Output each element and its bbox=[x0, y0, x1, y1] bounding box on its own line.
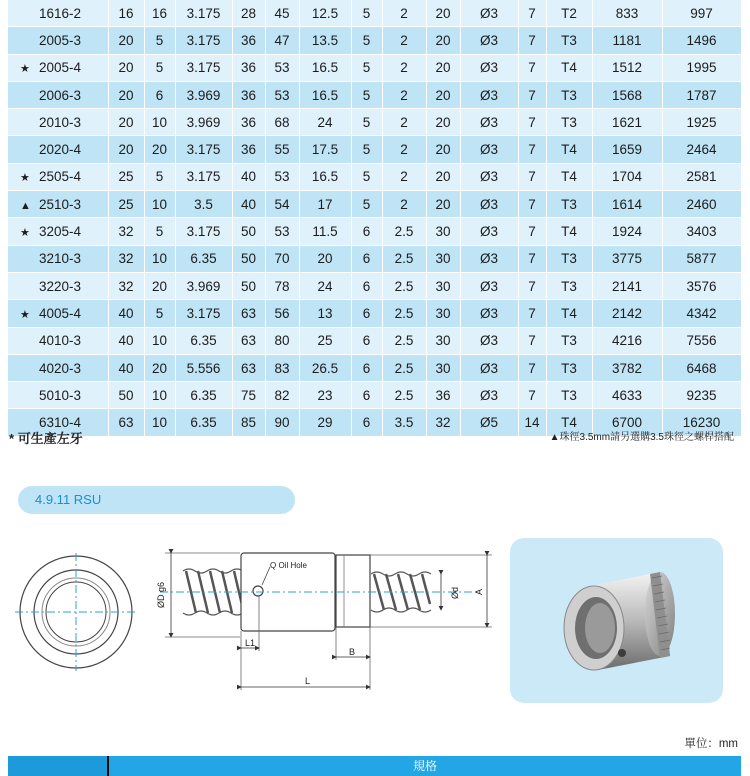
table-cell: 45 bbox=[265, 0, 299, 27]
row-mark: ▲ bbox=[20, 199, 31, 212]
table-cell: 5 bbox=[351, 136, 382, 163]
table-cell: 36 bbox=[232, 54, 265, 81]
table-cell: 36 bbox=[426, 382, 460, 409]
d-label: Ød bbox=[450, 586, 460, 600]
table-cell: Ø3 bbox=[460, 136, 518, 163]
table-cell: 6700 bbox=[592, 409, 662, 436]
model-cell bbox=[8, 382, 108, 409]
table-cell: 5 bbox=[351, 191, 382, 218]
table-cell: 3.175 bbox=[175, 163, 232, 190]
model-number: 2505-4 bbox=[39, 169, 82, 185]
table-cell: 6468 bbox=[662, 354, 741, 381]
table-cell: 3.175 bbox=[175, 0, 232, 27]
model-cell bbox=[8, 136, 108, 163]
table-cell: 16.5 bbox=[299, 163, 351, 190]
model-cell bbox=[8, 81, 108, 108]
table-cell: 6 bbox=[351, 354, 382, 381]
table-cell: 2142 bbox=[592, 300, 662, 327]
triangle-icon: ▲ bbox=[549, 432, 560, 443]
model-number: 3220-3 bbox=[39, 278, 82, 294]
table-cell: 25 bbox=[299, 327, 351, 354]
model-number: 2010-3 bbox=[39, 114, 82, 130]
section-title: 4.9.11 RSU bbox=[18, 486, 295, 514]
table-cell: 7 bbox=[518, 191, 546, 218]
table-cell: 10 bbox=[144, 191, 175, 218]
table-cell: 4633 bbox=[592, 382, 662, 409]
table-cell: 3576 bbox=[662, 272, 741, 299]
side-view bbox=[156, 553, 492, 690]
table-cell: 32 bbox=[108, 272, 144, 299]
table-cell: 1659 bbox=[592, 136, 662, 163]
model-number: 5010-3 bbox=[39, 387, 82, 403]
table-cell: 6.35 bbox=[175, 327, 232, 354]
table-cell: 54 bbox=[265, 191, 299, 218]
footnote-star: * bbox=[9, 431, 15, 446]
table-cell: 3403 bbox=[662, 218, 741, 245]
table-cell: T2 bbox=[546, 0, 592, 27]
table-cell: Ø3 bbox=[460, 27, 518, 54]
footnote-left-hand-thread bbox=[9, 428, 83, 447]
table-cell: 7 bbox=[518, 136, 546, 163]
table-cell: Ø3 bbox=[460, 54, 518, 81]
table-cell: 29 bbox=[299, 409, 351, 436]
table-cell: 2 bbox=[382, 0, 426, 27]
table-cell: 28 bbox=[232, 0, 265, 27]
table-cell: 25 bbox=[108, 191, 144, 218]
table-cell: 30 bbox=[426, 354, 460, 381]
table-cell: Ø3 bbox=[460, 245, 518, 272]
table-cell: 2464 bbox=[662, 136, 741, 163]
table-cell: T4 bbox=[546, 163, 592, 190]
table-cell: 55 bbox=[265, 136, 299, 163]
model-number: 2020-4 bbox=[39, 142, 82, 158]
table-cell: 63 bbox=[232, 300, 265, 327]
model-number: 3205-4 bbox=[39, 224, 82, 240]
table-cell: 7 bbox=[518, 54, 546, 81]
table-cell: 30 bbox=[426, 245, 460, 272]
table-cell: 5 bbox=[144, 27, 175, 54]
table-cell: 7 bbox=[518, 163, 546, 190]
row-mark: ★ bbox=[20, 308, 30, 321]
table-cell: T3 bbox=[546, 109, 592, 136]
table-row bbox=[8, 272, 741, 299]
header-left-cell bbox=[8, 756, 109, 776]
table-cell: 32 bbox=[108, 245, 144, 272]
table-cell: 9235 bbox=[662, 382, 741, 409]
table-row bbox=[8, 27, 741, 54]
table-cell: 2.5 bbox=[382, 354, 426, 381]
table-cell: 1787 bbox=[662, 81, 741, 108]
footnote-ball-diameter bbox=[550, 428, 734, 443]
table-cell: 32 bbox=[426, 409, 460, 436]
table-cell: T3 bbox=[546, 191, 592, 218]
table-cell: 7 bbox=[518, 109, 546, 136]
table-cell: 20 bbox=[426, 54, 460, 81]
footnote-right-text: 珠徑3.5mm請另選購3.5珠徑之螺桿搭配 bbox=[559, 432, 734, 443]
table-cell: 10 bbox=[144, 327, 175, 354]
table-cell: 16230 bbox=[662, 409, 741, 436]
table-cell: 17.5 bbox=[299, 136, 351, 163]
table-cell: Ø3 bbox=[460, 191, 518, 218]
table-row bbox=[8, 81, 741, 108]
table-cell: 83 bbox=[265, 354, 299, 381]
table-cell: 3.175 bbox=[175, 218, 232, 245]
table-cell: 20 bbox=[426, 81, 460, 108]
table-cell: 3.175 bbox=[175, 27, 232, 54]
table-cell: 6 bbox=[144, 81, 175, 108]
table-cell: 5 bbox=[144, 218, 175, 245]
table-cell: 75 bbox=[232, 382, 265, 409]
table-cell: 20 bbox=[426, 109, 460, 136]
model-number: 2006-3 bbox=[39, 87, 82, 103]
table-cell: 5 bbox=[351, 27, 382, 54]
table-cell: 3.969 bbox=[175, 81, 232, 108]
table-cell: 6.35 bbox=[175, 409, 232, 436]
table-row bbox=[8, 136, 741, 163]
table-row bbox=[8, 245, 741, 272]
table-cell: 30 bbox=[426, 272, 460, 299]
table-cell: 833 bbox=[592, 0, 662, 27]
table-cell: 2.5 bbox=[382, 218, 426, 245]
table-cell: 12.5 bbox=[299, 0, 351, 27]
table-cell: 36 bbox=[232, 109, 265, 136]
table-cell: 63 bbox=[232, 327, 265, 354]
table-row bbox=[8, 0, 741, 27]
table-cell: 50 bbox=[232, 245, 265, 272]
table-cell: T4 bbox=[546, 300, 592, 327]
table-cell: 20 bbox=[144, 272, 175, 299]
table-cell: 5 bbox=[351, 163, 382, 190]
table-cell: 56 bbox=[265, 300, 299, 327]
table-cell: 1181 bbox=[592, 27, 662, 54]
table-cell: 11.5 bbox=[299, 218, 351, 245]
table-cell: 53 bbox=[265, 54, 299, 81]
product-photo bbox=[510, 538, 723, 703]
a-label: A bbox=[474, 588, 484, 596]
table-cell: 2 bbox=[382, 136, 426, 163]
l1-label: L1 bbox=[245, 638, 256, 648]
table-cell: 7 bbox=[518, 327, 546, 354]
unit-label: 單位：mm bbox=[684, 738, 738, 750]
table-row bbox=[8, 218, 741, 245]
table-cell: 53 bbox=[265, 218, 299, 245]
footnote-left-text: 可生產左牙 bbox=[17, 431, 83, 446]
row-mark: ★ bbox=[20, 227, 30, 240]
table-cell: 70 bbox=[265, 245, 299, 272]
table-row bbox=[8, 300, 741, 327]
table-cell: 24 bbox=[299, 109, 351, 136]
table-cell: 20 bbox=[426, 191, 460, 218]
table-cell: 14 bbox=[518, 409, 546, 436]
l-label: L bbox=[305, 676, 311, 686]
table-cell: 5 bbox=[144, 163, 175, 190]
table-cell: 20 bbox=[426, 136, 460, 163]
table-cell: 1568 bbox=[592, 81, 662, 108]
table-cell: 5 bbox=[144, 300, 175, 327]
table-cell: 20 bbox=[108, 136, 144, 163]
table-cell: 7 bbox=[518, 27, 546, 54]
table-cell: 7 bbox=[518, 272, 546, 299]
table-cell: Ø3 bbox=[460, 382, 518, 409]
table-cell: 1995 bbox=[662, 54, 741, 81]
specification-header: 規格 bbox=[412, 759, 437, 773]
table-cell: 10 bbox=[144, 409, 175, 436]
model-cell bbox=[8, 300, 108, 327]
table-cell: 6 bbox=[351, 382, 382, 409]
table-cell: 3782 bbox=[592, 354, 662, 381]
table-cell: 80 bbox=[265, 327, 299, 354]
table-cell: 2.5 bbox=[382, 245, 426, 272]
table-cell: 2460 bbox=[662, 191, 741, 218]
b-label: B bbox=[349, 647, 356, 657]
table-cell: 4216 bbox=[592, 327, 662, 354]
table-cell: 16.5 bbox=[299, 54, 351, 81]
table-cell: 3.175 bbox=[175, 300, 232, 327]
table-cell: 5 bbox=[351, 81, 382, 108]
table-cell: 2.5 bbox=[382, 382, 426, 409]
table-cell: 6 bbox=[351, 218, 382, 245]
table-cell: 3.5 bbox=[382, 409, 426, 436]
model-number: 1616-2 bbox=[39, 5, 82, 21]
model-cell bbox=[8, 54, 108, 81]
table-cell: 20 bbox=[108, 109, 144, 136]
table-cell: 6.35 bbox=[175, 245, 232, 272]
table-cell: 78 bbox=[265, 272, 299, 299]
table-cell: Ø3 bbox=[460, 327, 518, 354]
table-cell: 6 bbox=[351, 300, 382, 327]
table-cell: 7 bbox=[518, 245, 546, 272]
table-cell: 3.175 bbox=[175, 136, 232, 163]
table-cell: 13 bbox=[299, 300, 351, 327]
table-cell: T3 bbox=[546, 81, 592, 108]
table-cell: 16 bbox=[144, 0, 175, 27]
end-view bbox=[15, 553, 137, 671]
table-cell: 2 bbox=[382, 27, 426, 54]
table-row bbox=[8, 109, 741, 136]
table-cell: 3.969 bbox=[175, 109, 232, 136]
table-cell: 16 bbox=[108, 0, 144, 27]
table-cell: 6 bbox=[351, 272, 382, 299]
table-row bbox=[8, 354, 741, 381]
table-cell: Ø5 bbox=[460, 409, 518, 436]
table-cell: 7 bbox=[518, 0, 546, 27]
table-cell: 40 bbox=[108, 354, 144, 381]
table-cell: 1704 bbox=[592, 163, 662, 190]
table-cell: 5877 bbox=[662, 245, 741, 272]
table-cell: 50 bbox=[232, 272, 265, 299]
table-cell: 5 bbox=[351, 0, 382, 27]
model-cell bbox=[8, 163, 108, 190]
table-cell: 30 bbox=[426, 327, 460, 354]
model-cell bbox=[8, 218, 108, 245]
table-cell: 23 bbox=[299, 382, 351, 409]
table-cell: 1924 bbox=[592, 218, 662, 245]
table-row bbox=[8, 191, 741, 218]
table-cell: 20 bbox=[299, 245, 351, 272]
row-mark: ★ bbox=[20, 172, 30, 185]
table-cell: 2.5 bbox=[382, 300, 426, 327]
table-cell: 10 bbox=[144, 245, 175, 272]
table-cell: Ø3 bbox=[460, 81, 518, 108]
table-cell: 5 bbox=[144, 54, 175, 81]
table-cell: 7 bbox=[518, 354, 546, 381]
table-cell: 6.35 bbox=[175, 382, 232, 409]
table-row bbox=[8, 382, 741, 409]
model-cell bbox=[8, 354, 108, 381]
table-cell: 20 bbox=[144, 354, 175, 381]
model-cell bbox=[8, 327, 108, 354]
table-cell: 85 bbox=[232, 409, 265, 436]
model-number: 2510-3 bbox=[39, 196, 82, 212]
table-cell: 5.556 bbox=[175, 354, 232, 381]
table-cell: T3 bbox=[546, 354, 592, 381]
table-cell: 40 bbox=[108, 327, 144, 354]
table-cell: 30 bbox=[426, 218, 460, 245]
table-cell: 1614 bbox=[592, 191, 662, 218]
table-cell: Ø3 bbox=[460, 218, 518, 245]
table-cell: 2.5 bbox=[382, 272, 426, 299]
table-cell: Ø3 bbox=[460, 163, 518, 190]
table-cell: 50 bbox=[108, 382, 144, 409]
table-cell: T3 bbox=[546, 27, 592, 54]
table-cell: 5 bbox=[351, 109, 382, 136]
table-cell: 2 bbox=[382, 191, 426, 218]
table-cell: T4 bbox=[546, 409, 592, 436]
table-cell: T3 bbox=[546, 245, 592, 272]
table-cell: 90 bbox=[265, 409, 299, 436]
table-cell: 7 bbox=[518, 300, 546, 327]
table-row bbox=[8, 54, 741, 81]
table-cell: 3.5 bbox=[175, 191, 232, 218]
od-label: ØD g6 bbox=[156, 581, 166, 609]
table-cell: 10 bbox=[144, 382, 175, 409]
table-cell: 40 bbox=[232, 163, 265, 190]
table-cell: 20 bbox=[426, 27, 460, 54]
table-cell: 50 bbox=[232, 218, 265, 245]
table-cell: 1496 bbox=[662, 27, 741, 54]
table-cell: 40 bbox=[232, 191, 265, 218]
table-cell: 2 bbox=[382, 109, 426, 136]
row-mark: ★ bbox=[20, 63, 30, 76]
table-cell: 20 bbox=[426, 163, 460, 190]
model-number: 2005-4 bbox=[39, 60, 82, 76]
model-number: 6310-4 bbox=[39, 415, 82, 431]
table-cell: 40 bbox=[108, 300, 144, 327]
table-cell: 17 bbox=[299, 191, 351, 218]
table-cell: T4 bbox=[546, 218, 592, 245]
table-cell: 4342 bbox=[662, 300, 741, 327]
table-cell: 3775 bbox=[592, 245, 662, 272]
table-cell: 2 bbox=[382, 54, 426, 81]
table-cell: 2 bbox=[382, 163, 426, 190]
table-cell: 6 bbox=[351, 245, 382, 272]
table-cell: 7 bbox=[518, 382, 546, 409]
table-cell: 20 bbox=[108, 54, 144, 81]
table-cell: 25 bbox=[108, 163, 144, 190]
next-table-header bbox=[8, 756, 741, 776]
table-row bbox=[8, 327, 741, 354]
table-cell: 6 bbox=[351, 409, 382, 436]
table-cell: 36 bbox=[232, 27, 265, 54]
table-cell: 20 bbox=[108, 81, 144, 108]
table-cell: T3 bbox=[546, 382, 592, 409]
table-cell: 7556 bbox=[662, 327, 741, 354]
table-cell: 36 bbox=[232, 136, 265, 163]
table-cell: 26.5 bbox=[299, 354, 351, 381]
model-cell bbox=[8, 109, 108, 136]
table-cell: 2581 bbox=[662, 163, 741, 190]
model-cell bbox=[8, 272, 108, 299]
table-cell: Ø3 bbox=[460, 109, 518, 136]
model-number: 4020-3 bbox=[39, 360, 82, 376]
spec-table bbox=[8, 0, 742, 437]
table-cell: 63 bbox=[232, 354, 265, 381]
table-cell: 20 bbox=[426, 0, 460, 27]
table-cell: 47 bbox=[265, 27, 299, 54]
table-cell: 16.5 bbox=[299, 81, 351, 108]
table-cell: 13.5 bbox=[299, 27, 351, 54]
table-cell: 7 bbox=[518, 81, 546, 108]
model-cell bbox=[8, 27, 108, 54]
table-cell: Ø3 bbox=[460, 300, 518, 327]
table-cell: 7 bbox=[518, 218, 546, 245]
table-cell: 997 bbox=[662, 0, 741, 27]
model-cell bbox=[8, 191, 108, 218]
table-cell: 63 bbox=[108, 409, 144, 436]
table-cell: 20 bbox=[144, 136, 175, 163]
table-cell: 1512 bbox=[592, 54, 662, 81]
table-row bbox=[8, 163, 741, 190]
table-cell: Ø3 bbox=[460, 0, 518, 27]
table-cell: 10 bbox=[144, 109, 175, 136]
table-cell: 68 bbox=[265, 109, 299, 136]
model-number: 4010-3 bbox=[39, 333, 82, 349]
table-cell: T4 bbox=[546, 54, 592, 81]
oil-hole-label: Q Oil Hole bbox=[270, 561, 307, 570]
table-cell: T4 bbox=[546, 136, 592, 163]
model-cell bbox=[8, 0, 108, 27]
table-cell: 2141 bbox=[592, 272, 662, 299]
table-cell: 1925 bbox=[662, 109, 741, 136]
table-cell: 32 bbox=[108, 218, 144, 245]
table-cell: T3 bbox=[546, 272, 592, 299]
table-cell: T3 bbox=[546, 327, 592, 354]
table-cell: 6 bbox=[351, 327, 382, 354]
model-cell bbox=[8, 245, 108, 272]
table-cell: Ø3 bbox=[460, 354, 518, 381]
table-cell: 5 bbox=[351, 54, 382, 81]
table-cell: 24 bbox=[299, 272, 351, 299]
model-number: 3210-3 bbox=[39, 251, 82, 267]
technical-drawing bbox=[0, 530, 500, 700]
table-cell: 53 bbox=[265, 163, 299, 190]
table-cell: 3.175 bbox=[175, 54, 232, 81]
table-cell: 36 bbox=[232, 81, 265, 108]
table-cell: 3.969 bbox=[175, 272, 232, 299]
model-number: 4005-4 bbox=[39, 305, 82, 321]
table-cell: 2.5 bbox=[382, 327, 426, 354]
table-cell: 53 bbox=[265, 81, 299, 108]
table-cell: 20 bbox=[108, 27, 144, 54]
table-cell: Ø3 bbox=[460, 272, 518, 299]
model-number: 2005-3 bbox=[39, 32, 82, 48]
table-cell: 2 bbox=[382, 81, 426, 108]
table-cell: 82 bbox=[265, 382, 299, 409]
table-cell: 1621 bbox=[592, 109, 662, 136]
table-cell: 30 bbox=[426, 300, 460, 327]
